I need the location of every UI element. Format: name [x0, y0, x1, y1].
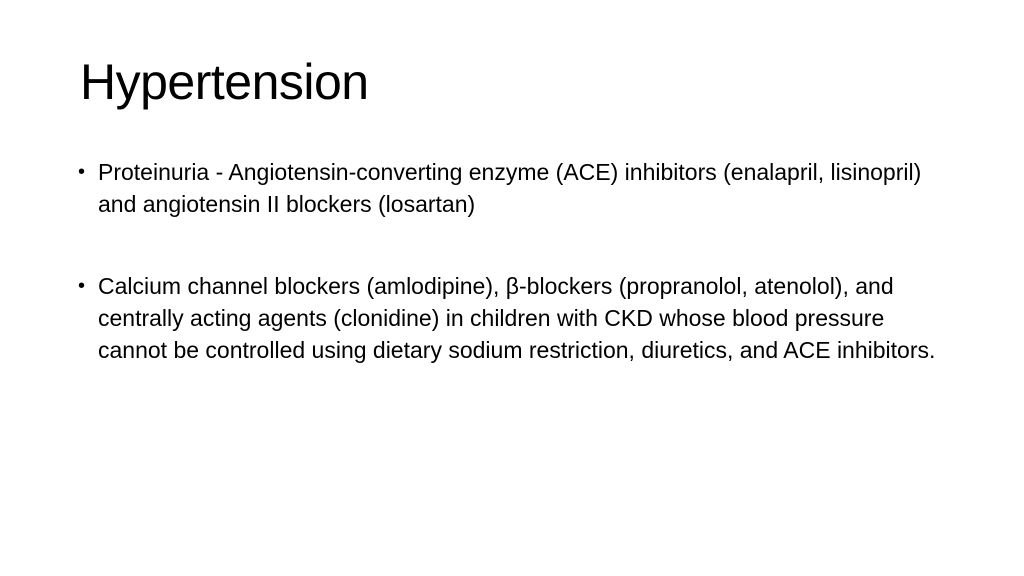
bullet-dot-icon: • [78, 275, 86, 297]
bullet-text: Calcium channel blockers (amlodipine), β-blockers (propranolol, atenolol), and centrally acting agents (clonidine) in children with CKD whose blood pressure cannot be controlled using dietary sodium restriction, diuretics, and ACE inhibitors. [98, 273, 936, 363]
bullet-item-proteinuria [78, 156, 958, 220]
bullet-list [78, 156, 958, 416]
bullet-dot-icon: • [78, 161, 86, 183]
slide-title: Hypertension [80, 54, 369, 110]
bullet-item-calcium-channel-blockers [78, 270, 958, 366]
bullet-text: Proteinuria - Angiotensin-converting enzyme (ACE) inhibitors (enalapril, lisinopril) and angiotensin II blockers (losartan) [98, 159, 922, 217]
